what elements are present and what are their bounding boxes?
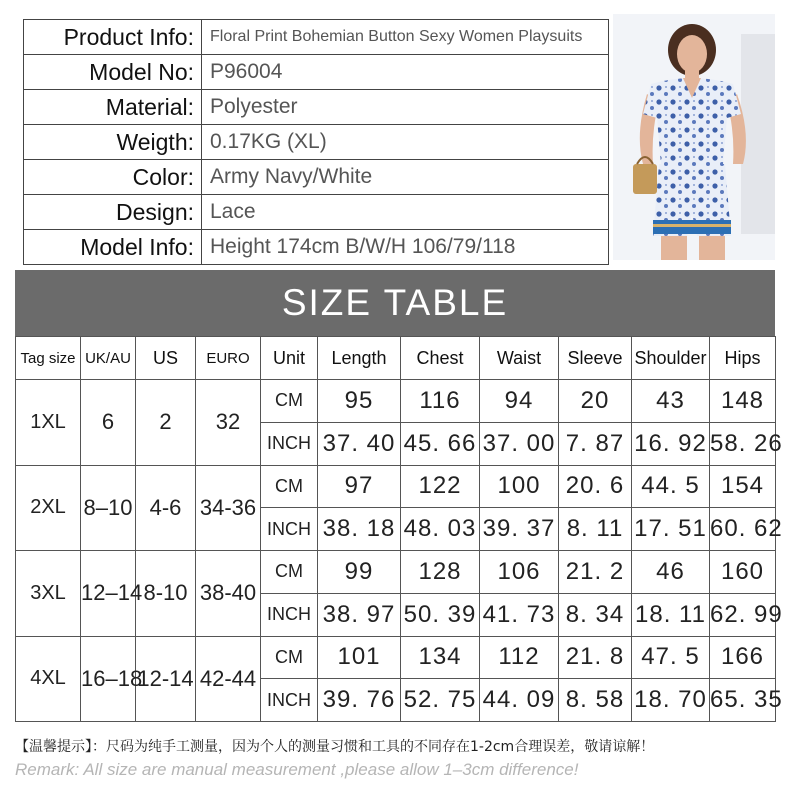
length-cell: 37. 40: [318, 422, 401, 465]
waist-cell: 37. 00: [480, 422, 559, 465]
chest-cell: 122: [401, 465, 480, 508]
header-euro: EURO: [196, 337, 261, 380]
header-shoulder: Shoulder: [632, 337, 710, 380]
info-row-color: [24, 160, 609, 195]
unit-cell: INCH: [261, 422, 318, 465]
shoulder-cell: 18. 70: [632, 679, 710, 722]
product-info-table: [23, 19, 609, 265]
info-row-design: [24, 195, 609, 230]
info-value: P96004: [202, 55, 609, 90]
header-uk-au: UK/AU: [81, 337, 136, 380]
info-label: Product Info:: [24, 20, 202, 55]
sleeve-cell: 20: [559, 380, 632, 423]
waist-cell: 39. 37: [480, 508, 559, 551]
info-label: Model No:: [24, 55, 202, 90]
tag-size-cell: 2XL: [16, 465, 81, 551]
size-table-header: [16, 337, 776, 380]
length-cell: 39. 76: [318, 679, 401, 722]
uk-au-cell: 12–14: [81, 551, 136, 637]
hips-cell: 58. 26: [710, 422, 776, 465]
tag-size-cell: 3XL: [16, 551, 81, 637]
hips-cell: 148: [710, 380, 776, 423]
info-row-material: [24, 90, 609, 125]
remark-chinese: 【温馨提示】：尺码为纯手工测量，因为个人的测量习惯和工具的不同存在1-2cm合理误差，敬请谅解！: [15, 739, 655, 755]
chest-cell: 45. 66: [401, 422, 480, 465]
info-label: Design:: [24, 195, 202, 230]
sleeve-cell: 20. 6: [559, 465, 632, 508]
info-row-product: [24, 20, 609, 55]
remark-english: Remark: All size are manual measurement ,please allow 1–3cm difference!: [15, 760, 579, 779]
info-row-model-no: [24, 55, 609, 90]
header-us: US: [136, 337, 196, 380]
unit-cell: CM: [261, 380, 318, 423]
length-cell: 95: [318, 380, 401, 423]
shoulder-cell: 47. 5: [632, 636, 710, 679]
header-tag-size: Tag size: [16, 337, 81, 380]
sleeve-cell: 8. 34: [559, 593, 632, 636]
shoulder-cell: 18. 11: [632, 593, 710, 636]
hips-cell: 160: [710, 551, 776, 594]
length-cell: 99: [318, 551, 401, 594]
uk-au-cell: 6: [81, 380, 136, 466]
info-row-weight: [24, 125, 609, 160]
length-cell: 97: [318, 465, 401, 508]
unit-cell: INCH: [261, 508, 318, 551]
sleeve-cell: 7. 87: [559, 422, 632, 465]
shoulder-cell: 43: [632, 380, 710, 423]
sleeve-cell: 21. 8: [559, 636, 632, 679]
info-value: Polyester: [202, 90, 609, 125]
hips-cell: 154: [710, 465, 776, 508]
chest-cell: 116: [401, 380, 480, 423]
header-chest: Chest: [401, 337, 480, 380]
sleeve-cell: 8. 58: [559, 679, 632, 722]
model-illustration: [613, 14, 775, 260]
table-row: [16, 551, 776, 594]
tag-size-cell: 1XL: [16, 380, 81, 466]
info-value: Height 174cm B/W/H 106/79/118: [202, 230, 609, 265]
sleeve-cell: 8. 11: [559, 508, 632, 551]
hips-cell: 60. 62: [710, 508, 776, 551]
waist-cell: 94: [480, 380, 559, 423]
us-cell: 12-14: [136, 636, 196, 722]
length-cell: 38. 97: [318, 593, 401, 636]
shoulder-cell: 44. 5: [632, 465, 710, 508]
info-value: Army Navy/White: [202, 160, 609, 195]
header-unit: Unit: [261, 337, 318, 380]
table-row: [16, 636, 776, 679]
chest-cell: 128: [401, 551, 480, 594]
hips-cell: 65. 35: [710, 679, 776, 722]
us-cell: 2: [136, 380, 196, 466]
euro-cell: 38-40: [196, 551, 261, 637]
shoulder-cell: 46: [632, 551, 710, 594]
info-value: 0.17KG (XL): [202, 125, 609, 160]
hips-cell: 166: [710, 636, 776, 679]
tag-size-cell: 4XL: [16, 636, 81, 722]
waist-cell: 41. 73: [480, 593, 559, 636]
sleeve-cell: 21. 2: [559, 551, 632, 594]
table-row: [16, 380, 776, 423]
info-value: Floral Print Bohemian Button Sexy Women Playsuits: [202, 20, 609, 55]
header-hips: Hips: [710, 337, 776, 380]
unit-cell: CM: [261, 551, 318, 594]
header-sleeve: Sleeve: [559, 337, 632, 380]
waist-cell: 106: [480, 551, 559, 594]
chest-cell: 52. 75: [401, 679, 480, 722]
euro-cell: 42-44: [196, 636, 261, 722]
hips-cell: 62. 99: [710, 593, 776, 636]
info-label: Material:: [24, 90, 202, 125]
us-cell: 8-10: [136, 551, 196, 637]
waist-cell: 100: [480, 465, 559, 508]
length-cell: 101: [318, 636, 401, 679]
size-table-title: SIZE TABLE: [15, 270, 775, 336]
shoulder-cell: 16. 92: [632, 422, 710, 465]
info-label: Weigth:: [24, 125, 202, 160]
euro-cell: 32: [196, 380, 261, 466]
chest-cell: 50. 39: [401, 593, 480, 636]
waist-cell: 44. 09: [480, 679, 559, 722]
us-cell: 4-6: [136, 465, 196, 551]
uk-au-cell: 8–10: [81, 465, 136, 551]
unit-cell: CM: [261, 465, 318, 508]
unit-cell: CM: [261, 636, 318, 679]
unit-cell: INCH: [261, 593, 318, 636]
chest-cell: 134: [401, 636, 480, 679]
table-row: [16, 465, 776, 508]
waist-cell: 112: [480, 636, 559, 679]
uk-au-cell: 16–18: [81, 636, 136, 722]
info-label: Color:: [24, 160, 202, 195]
info-value: Lace: [202, 195, 609, 230]
header-waist: Waist: [480, 337, 559, 380]
euro-cell: 34-36: [196, 465, 261, 551]
unit-cell: INCH: [261, 679, 318, 722]
model-photo: [613, 14, 775, 260]
chest-cell: 48. 03: [401, 508, 480, 551]
info-row-model-info: [24, 230, 609, 265]
size-table: [15, 336, 783, 722]
header-length: Length: [318, 337, 401, 380]
length-cell: 38. 18: [318, 508, 401, 551]
shoulder-cell: 17. 51: [632, 508, 710, 551]
info-label: Model Info:: [24, 230, 202, 265]
